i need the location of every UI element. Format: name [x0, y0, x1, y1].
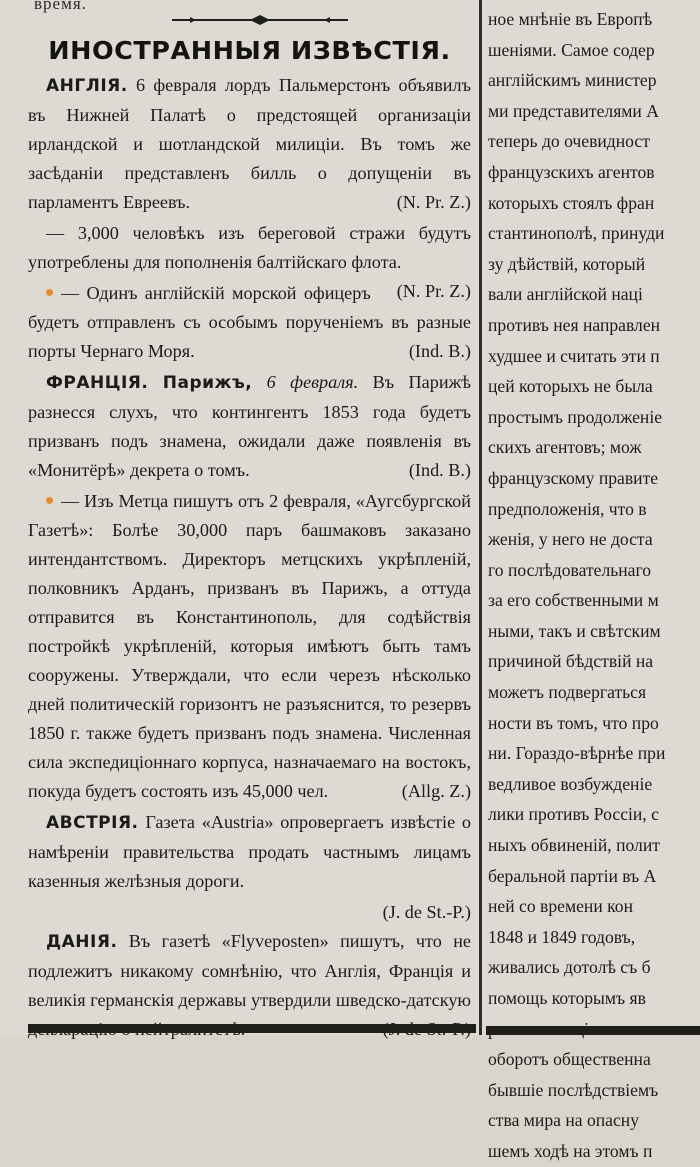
england-paragraph-1 [28, 71, 471, 217]
england-p3-source: (Ind. B.) [408, 341, 471, 361]
right-column [488, 0, 700, 1161]
england-p2-text: — 3,000 человѣкъ изъ береговой стражи будутъ употреблены для пополненія балтійскаго флота. [28, 223, 471, 272]
right-column-line: французскихъ агентов [488, 161, 655, 182]
right-column-line: ности въ томъ, что про [488, 712, 659, 733]
right-column-line: ное мнѣніе въ Европѣ [488, 9, 653, 29]
right-column-line: помощь которымъ яв [488, 988, 646, 1008]
right-column-line: ми представителями А [488, 100, 659, 121]
england-p2-source: (N. Pr. Z.) [396, 281, 471, 301]
right-column-line: живались дотолѣ съ б [488, 957, 651, 978]
right-column-line: противъ нея направлен [488, 314, 661, 335]
right-column-line: лики противъ Россіи, с [488, 804, 659, 825]
right-column-line: зу дѣйствій, который [488, 253, 646, 274]
column-divider [479, 0, 482, 1035]
france-paragraph-2 [28, 487, 471, 806]
right-column-line: стантинополѣ, принуди [488, 223, 665, 244]
france-place: Парижъ, [162, 373, 253, 393]
england-country-label: АНГЛІЯ. [46, 76, 128, 96]
right-column-line: скихъ агентовъ; мож [488, 437, 642, 458]
marker-dot-icon [46, 497, 53, 504]
right-column-line: за его собственными м [488, 590, 659, 611]
england-paragraph-2 [28, 219, 471, 301]
right-column-line: англійскимъ министер [488, 70, 657, 91]
france-paragraph-1 [28, 368, 471, 485]
right-column-line: ныхъ обвиненій, полит [488, 835, 660, 856]
denmark-p1-text: Въ газетѣ «Flyveposten» пишутъ, что не подлежитъ никакому сомнѣнію, что Англія, Франція и великія германскія державы утвердили шведско-датскую [28, 931, 472, 1010]
right-column-line: худшее и считать эти п [488, 345, 660, 366]
right-column-line: французскому правите [488, 467, 659, 488]
top-fragment-text: время. [34, 0, 87, 13]
left-column [28, 36, 471, 1046]
right-column-line: 1848 и 1849 годовъ, [488, 926, 636, 947]
right-column-line: вали англійской наці [488, 284, 643, 305]
right-column-line: простымъ продолженіе [488, 406, 663, 427]
right-column-line: которыхъ стоялъ фран [488, 192, 655, 213]
austria-paragraph-1 [28, 808, 471, 896]
right-column-line: можетъ подвергаться [488, 682, 647, 703]
right-column-line: шемъ ходѣ на этомъ п [488, 1140, 653, 1161]
right-column-line: бывшіе послѣдствіемъ [488, 1079, 659, 1100]
right-column-line: го послѣдовательнаго [488, 559, 652, 580]
austria-country-label: АВСТРІЯ. [46, 813, 139, 833]
ornamental-rule-icon [170, 14, 350, 26]
right-column-line: предположенія, что в [488, 498, 647, 519]
france-date: 6 февраля. [266, 372, 359, 392]
bottom-rule-right [486, 1026, 700, 1035]
england-p3-text: — Одинъ англійскій морской офицеръ будетъ отправленъ съ особымъ порученіемъ въ разные порты Чернаго Моря. [28, 283, 471, 361]
right-column-line: оборотъ общественна [488, 1049, 651, 1070]
england-p1-text: 6 февраля лордъ Пальмерстонъ объявилъ въ Нижней Палатѣ о предстоящей организаціи ирландской и шотландской милиціи. Въ томъ же засѣданіи представленъ билль о допущеніи въ парламентъ Евреевъ. [28, 75, 471, 212]
right-column-line: теперь до очевидност [488, 131, 650, 152]
bottom-rule-left [28, 1024, 476, 1033]
section-heading: ИНОСТРАННЫЯ ИЗВѢСТІЯ. [48, 36, 451, 65]
france-p2-text: — Изъ Метца пишутъ отъ 2 февраля, «Аугсбургской Газетѣ»: Болѣе 30,000 паръ башмаковъ заказано интендантствомъ. Директоръ метцскихъ укрѣпленій, полковникъ Арданъ, призванъ въ Парижъ, а оттуда отправится въ Константинополь, для содѣйствія постройкѣ укрѣпленій, которыя имѣютъ быть тамъ сооружены. Утверждали, что если черезъ нѣсколько дней политическій горизонтъ не разъяснится, то резервъ 1850 г. также будетъ призванъ подъ знамена. Численная сила экспедиціоннаго корпуса, назначаемаго на востокъ, покуда будетъ состоять изъ 45,000 чел. [28, 491, 471, 801]
austria-p1-text: Газета «Austria» опровергаетъ извѣстіе о намѣреніи правительства продать частнымъ лицамъ казенныя желѣзныя дороги. [28, 812, 472, 891]
right-column-line: ными, такъ и свѣтским [488, 620, 661, 641]
france-country-label: ФРАНЦІЯ. [46, 373, 149, 393]
right-column-line: ведливое возбужденіе [488, 773, 653, 794]
right-column-line: ства мира на опасну [488, 1110, 639, 1131]
france-p2-source: (Allg. Z.) [401, 781, 471, 801]
austria-p1-source: (J. de St.-P.) [382, 902, 471, 922]
right-column-line: шеніями. Самое содер [488, 39, 655, 60]
right-column-line: беральной партіи въ А [488, 865, 657, 886]
france-p1-source: (Ind. B.) [408, 460, 471, 480]
denmark-country-label: ДАНІЯ. [46, 932, 118, 952]
right-column-line: ней со времени кон [488, 896, 633, 917]
right-column-line: ни. Гораздо-вѣрнѣе при [488, 743, 666, 764]
england-p1-source: (N. Pr. Z.) [396, 192, 471, 212]
france-p1-text: Въ Парижѣ разнесся слухъ, что контингентъ 1853 года будетъ призванъ подъ знамена, ожидали даже появленія въ «Монитёрѣ» декрета о томъ. [28, 372, 472, 480]
right-column-line: женія, у него не доста [488, 529, 653, 550]
right-column-line: причиной бѣдствій на [488, 651, 654, 672]
marker-dot-icon [46, 289, 53, 296]
right-column-line: цей которыхъ не была [488, 376, 653, 397]
